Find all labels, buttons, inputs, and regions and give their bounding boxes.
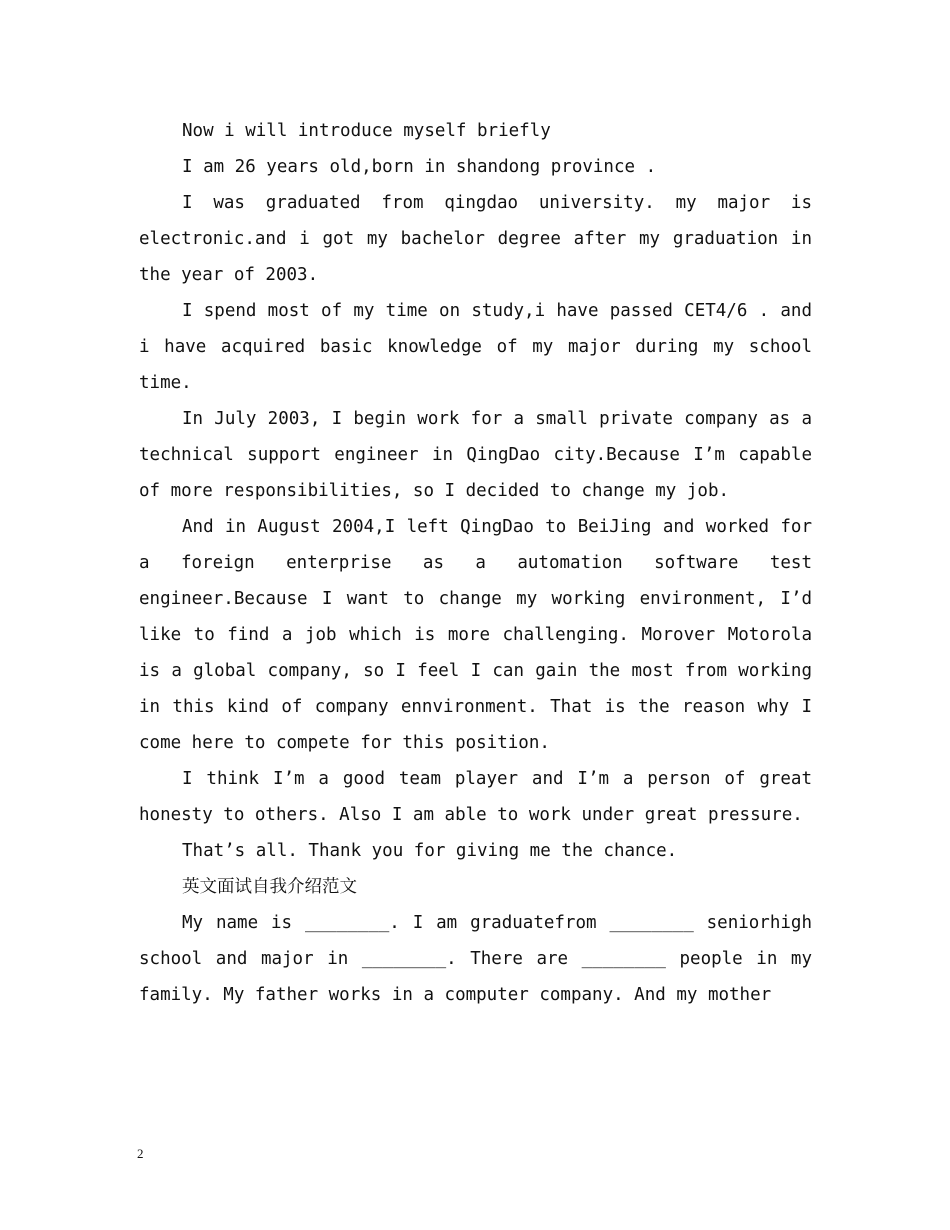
page-number: 2 — [137, 1146, 144, 1161]
paragraph-education: I was graduated from qingdao university. my major is electronic.and i got my bachelor degree after my graduation in the year of 2003. — [139, 193, 812, 285]
paragraph-personality: I think I’m a good team player and I’m a person of great honesty to others. Also I am able to work under great pressure. — [139, 769, 812, 825]
paragraph-intro: Now i will introduce myself briefly — [182, 121, 551, 141]
paragraph-closing: That’s all. Thank you for giving me the chance. — [182, 841, 678, 861]
document-body — [139, 113, 812, 1013]
paragraph-first-job: In July 2003, I begin work for a small private company as a technical support engineer in QingDao city.Because I’m capable of more responsibilities, so I decided to change my job. — [139, 409, 812, 501]
paragraph-age: I am 26 years old,born in shandong province . — [182, 157, 657, 177]
section-heading: 英文面试自我介绍范文 — [182, 877, 357, 897]
paragraph-second-job: And in August 2004,I left QingDao to BeiJing and worked for a foreign enterprise as a automation software test engineer.Because I want to change my working environment, I’d like to find a job which is more challenging. Morover Motorola is a global company, so I feel I can gain the most from working in this kind of company ennvironment. That is the reason why I come here to compete for this position. — [139, 517, 812, 753]
paragraph-study: I spend most of my time on study,i have passed CET4/6 . and i have acquired basic knowledge of my major during my school time. — [139, 301, 812, 393]
paragraph-template: My name is ________. I am graduatefrom ________ seniorhigh school and major in ________. There are ________ people in my family. My father works in a computer company. And my mother — [139, 913, 812, 1005]
